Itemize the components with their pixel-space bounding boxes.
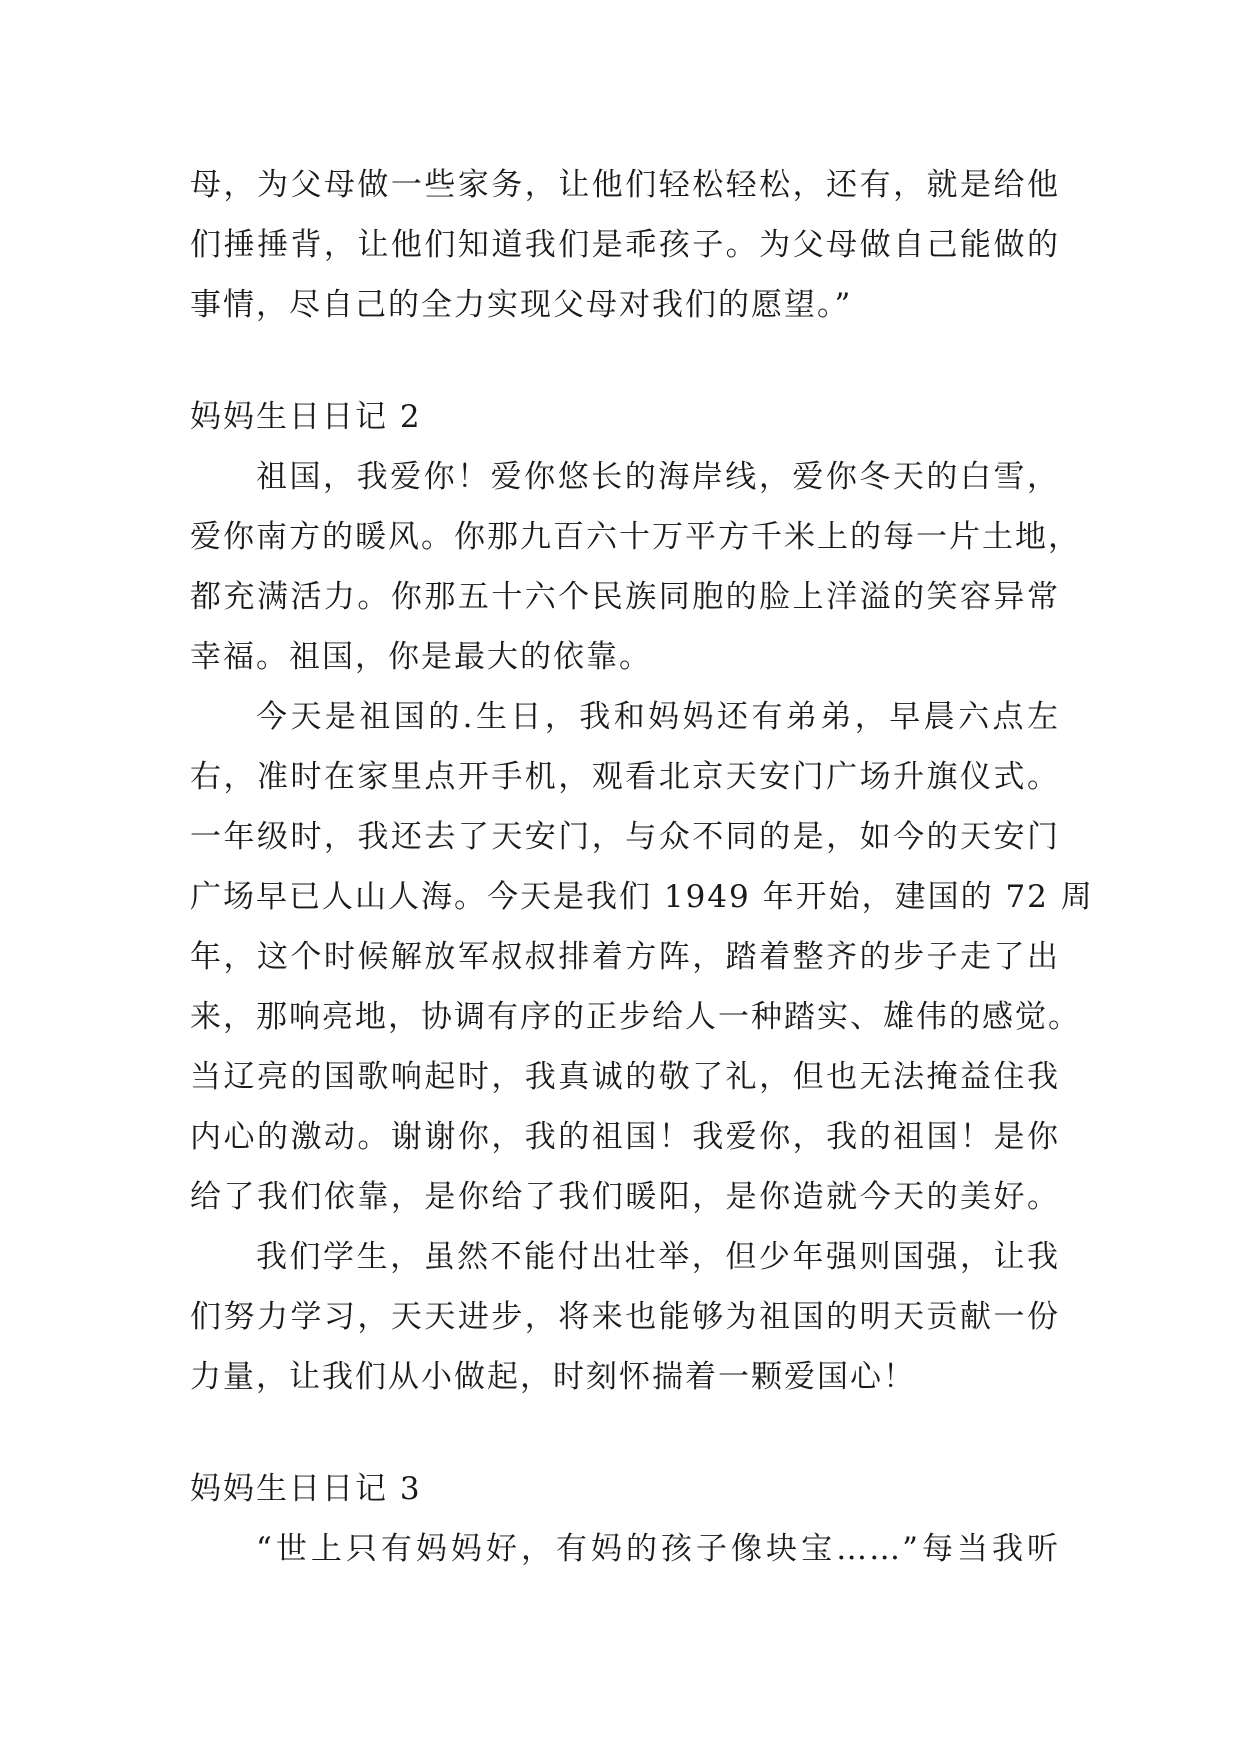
text-line: 给了我们依靠，是你给了我们暖阳，是你造就今天的美好。	[190, 1179, 1060, 1215]
section-2	[190, 387, 1094, 1407]
text-line: 年，这个时候解放军叔叔排着方阵，踏着整齐的步子走了出	[190, 939, 1060, 975]
text-line: 广场早已人山人海。今天是我们 1949 年开始，建国的 72 周	[190, 879, 1094, 915]
paragraph	[190, 1227, 1060, 1407]
text-line: 来，那响亮地，协调有序的正步给人一种踏实、雄伟的感觉。	[190, 999, 1081, 1035]
section-heading: 妈妈生日日记 2	[190, 399, 422, 435]
text-line: 我们学生，虽然不能付出壮举，但少年强则国强，让我	[256, 1239, 1060, 1275]
text-line: 幸福。祖国，你是最大的依靠。	[190, 639, 652, 675]
text-line: 祖国，我爱你！爱你悠长的海岸线，爱你冬天的白雪，	[256, 459, 1060, 495]
text-line: 力量，让我们从小做起，时刻怀揣着一颗爱国心！	[190, 1359, 916, 1395]
text-line: 母，为父母做一些家务，让他们轻松轻松，还有，就是给他	[190, 167, 1060, 203]
section-3	[190, 1459, 1060, 1579]
paragraph	[190, 687, 1094, 1227]
text-line: 们努力学习，天天进步，将来也能够为祖国的明天贡献一份	[190, 1299, 1060, 1335]
text-line: “世上只有妈妈好，有妈的孩子像块宝……”每当我听	[256, 1531, 1060, 1567]
text-line: 右，准时在家里点开手机，观看北京天安门广场升旗仪式。	[190, 759, 1060, 795]
text-line: 都充满活力。你那五十六个民族同胞的脸上洋溢的笑容异常	[190, 579, 1060, 615]
text-line: 一年级时，我还去了天安门，与众不同的是，如今的天安门	[190, 819, 1060, 855]
text-line: 事情，尽自己的全力实现父母对我们的愿望。”	[190, 287, 853, 323]
text-line: 今天是祖国的.生日，我和妈妈还有弟弟，早晨六点左	[256, 699, 1060, 735]
text-line: 爱你南方的暖风。你那九百六十万平方千米上的每一片土地，	[190, 519, 1081, 555]
paragraph	[190, 447, 1081, 687]
document-page	[190, 155, 1094, 1579]
paragraph	[190, 1519, 1060, 1579]
text-line: 当辽亮的国歌响起时，我真诚的敬了礼，但也无法掩益住我	[190, 1059, 1060, 1095]
intro-paragraph	[190, 155, 1060, 335]
text-line: 们捶捶背，让他们知道我们是乖孩子。为父母做自己能做的	[190, 227, 1060, 263]
text-line: 内心的激动。谢谢你，我的祖国！我爱你，我的祖国！是你	[190, 1119, 1060, 1155]
section-heading: 妈妈生日日记 3	[190, 1471, 422, 1507]
